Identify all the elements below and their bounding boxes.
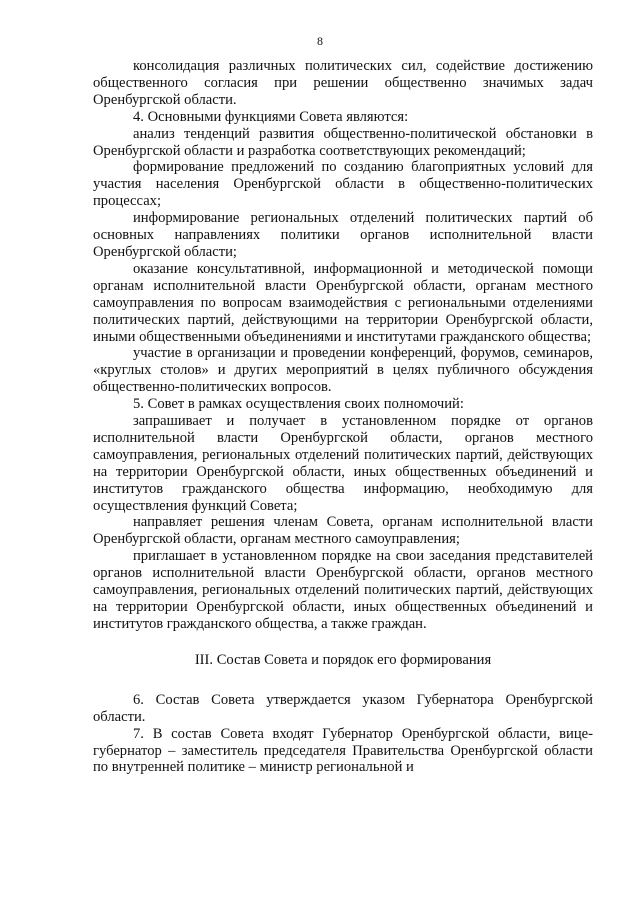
paragraph-group-functions	[93, 58, 593, 633]
paragraph: консолидация различных политических сил, содействие достижению общественного согласия при решении общественно значимых задач Оренбургской области.	[93, 58, 593, 108]
document-body	[93, 58, 593, 776]
paragraph-group-composition	[93, 692, 593, 777]
section-heading: III. Состав Совета и порядок его формирования	[194, 651, 492, 668]
paragraph: 6. Состав Совета утверждается указом Губернатора Оренбургской области.	[93, 691, 593, 725]
paragraph: оказание консультативной, информационной и методической помощи органам исполнительной власти Оренбургской области, органам местного самоуправления по вопросам взаимодействия с региональными отделениями политических партий, действующими на территории Оренбургской области, иными общественными объединениями и институтами гражданского общества;	[93, 260, 593, 345]
paragraph: направляет решения членам Совета, органам исполнительной власти Оренбургской области, органам местного самоуправления;	[93, 514, 593, 548]
paragraph: приглашает в установленном порядке на свои заседания представителей органов исполнительной власти Оренбургской области, органов местного самоуправления, региональных отделений политических партий, действующих на территории Оренбургской области, иных общественных объединений и институтов гражданского общества, а также граждан.	[93, 548, 593, 632]
paragraph: запрашивает и получает в установленном порядке от органов исполнительной власти Оренбургской области, органов местного самоуправления, региональных отделений политических партий, действующих на территории Оренбургской области, иных общественных объединений и институтов гражданского общества информацию, необходимую для осуществления функций Совета;	[93, 413, 593, 514]
page-number: 8	[317, 34, 323, 48]
paragraph: 7. В состав Совета входят Губернатор Оренбургской области, вице-губернатор – заместитель председателя Правительства Оренбургской области по внутренней политике – министр региональной и	[93, 725, 593, 776]
paragraph: участие в организации и проведении конференций, форумов, семинаров, «круглых столов» и других мероприятий в целях публичного обсуждения общественно-политических вопросов.	[93, 345, 593, 396]
paragraph: 4. Основными функциями Совета являются:	[133, 108, 409, 125]
paragraph: информирование региональных отделений политических партий об основных направлениях политики органов исполнительной власти Оренбургской области;	[93, 210, 593, 260]
paragraph: анализ тенденций развития общественно-политической обстановки в Оренбургской области и разработка соответствующих рекомендаций;	[93, 125, 593, 159]
paragraph: формирование предложений по созданию благоприятных условий для участия населения Оренбургской области в общественно-политических процессах;	[93, 159, 593, 210]
paragraph: 5. Совет в рамках осуществления своих полномочий:	[133, 396, 464, 413]
